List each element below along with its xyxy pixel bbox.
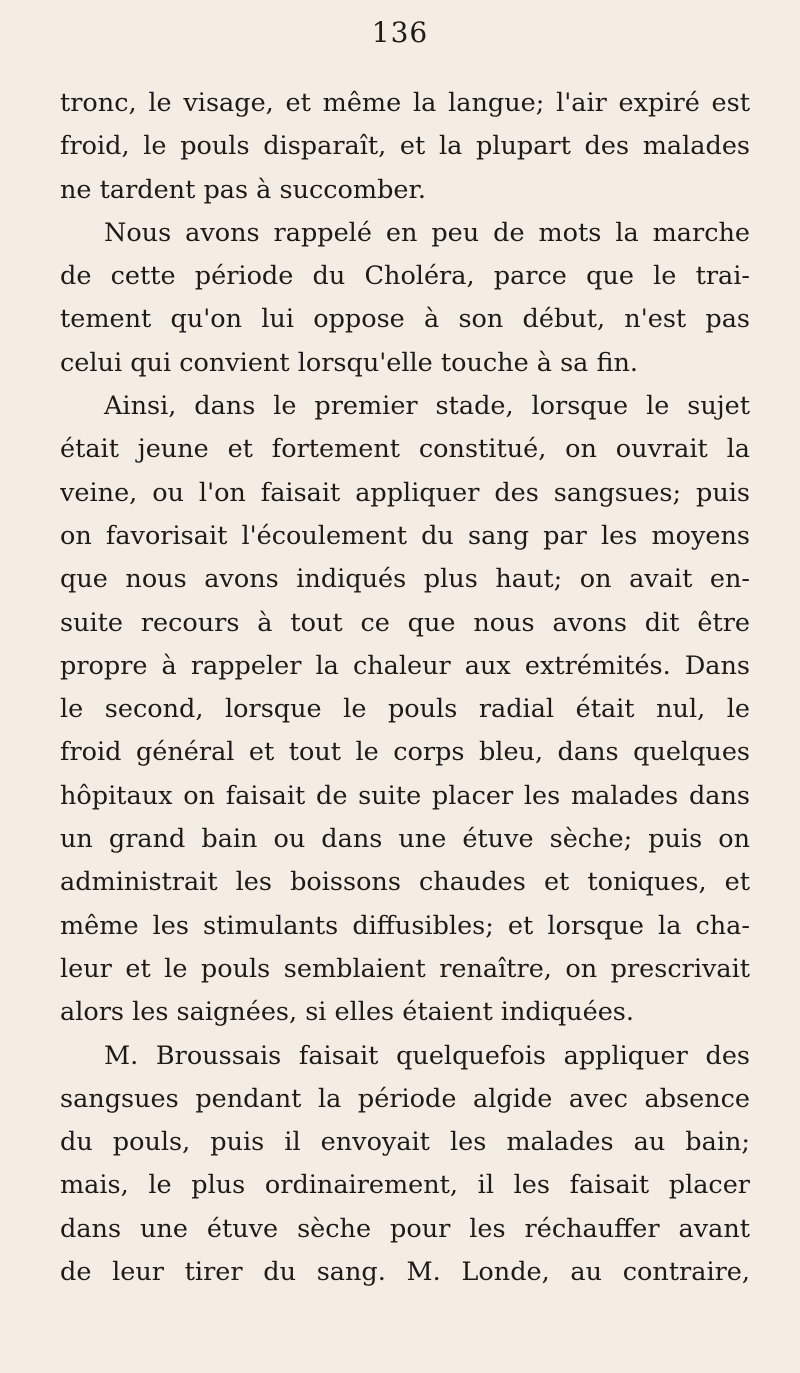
text-line: froid, le pouls disparaît, et la plupart des malades [60, 131, 750, 162]
text-line: alors les saignées, si elles étaient indiquées. [60, 997, 634, 1028]
text-line: de leur tirer du sang. M. Londe, au contraire, [60, 1257, 750, 1288]
text-line: on favorisait l'écoulement du sang par les moyens [60, 520, 750, 551]
text-line: leur et le pouls semblaient renaître, on prescrivait [60, 953, 750, 984]
text-line: veine, ou l'on faisait appliquer des sangsues; puis [60, 477, 750, 508]
text-line: que nous avons indiqués plus haut; on avait en- [60, 564, 750, 595]
text-line: était jeune et fortement constitué, on ouvrait la [60, 434, 750, 465]
paragraph-first-line: M. Broussais faisait quelquefois appliquer des [104, 1040, 750, 1071]
text-line: le second, lorsque le pouls radial était nul, le [60, 694, 750, 725]
paragraph-first-line: Nous avons rappelé en peu de mots la marche [104, 217, 750, 248]
text-line: ne tardent pas à succomber. [60, 174, 426, 205]
body-text [60, 82, 750, 1294]
text-line: suite recours à tout ce que nous avons dit être [60, 607, 750, 638]
paragraph-first-line: Ainsi, dans le premier stade, lorsque le sujet [104, 391, 750, 422]
text-line: celui qui convient lorsqu'elle touche à sa fin. [60, 347, 639, 378]
text-line: administrait les boissons chaudes et toniques, et [60, 867, 750, 898]
text-line: tement qu'on lui oppose à son début, n'est pas [60, 304, 750, 335]
text-line: propre à rappeler la chaleur aux extrémités. Dans [60, 650, 750, 681]
text-line: du pouls, puis il envoyait les malades au bain; [60, 1127, 750, 1158]
text-line: hôpitaux on faisait de suite placer les malades dans [60, 780, 750, 811]
text-line: sangsues pendant la période algide avec absence [60, 1083, 750, 1114]
page-number: 136 [371, 16, 429, 49]
text-line: de cette période du Choléra, parce que le trai- [60, 261, 750, 292]
text-line: même les stimulants diffusibles; et lorsque la cha- [60, 910, 750, 941]
text-line: mais, le plus ordinairement, il les faisait placer [60, 1170, 750, 1201]
text-line: froid général et tout le corps bleu, dans quelques [60, 737, 750, 768]
text-line: dans une étuve sèche pour les réchauffer avant [60, 1213, 750, 1244]
text-line: un grand bain ou dans une étuve sèche; puis on [60, 824, 750, 855]
text-line: tronc, le visage, et même la langue; l'air expiré est [60, 88, 750, 118]
